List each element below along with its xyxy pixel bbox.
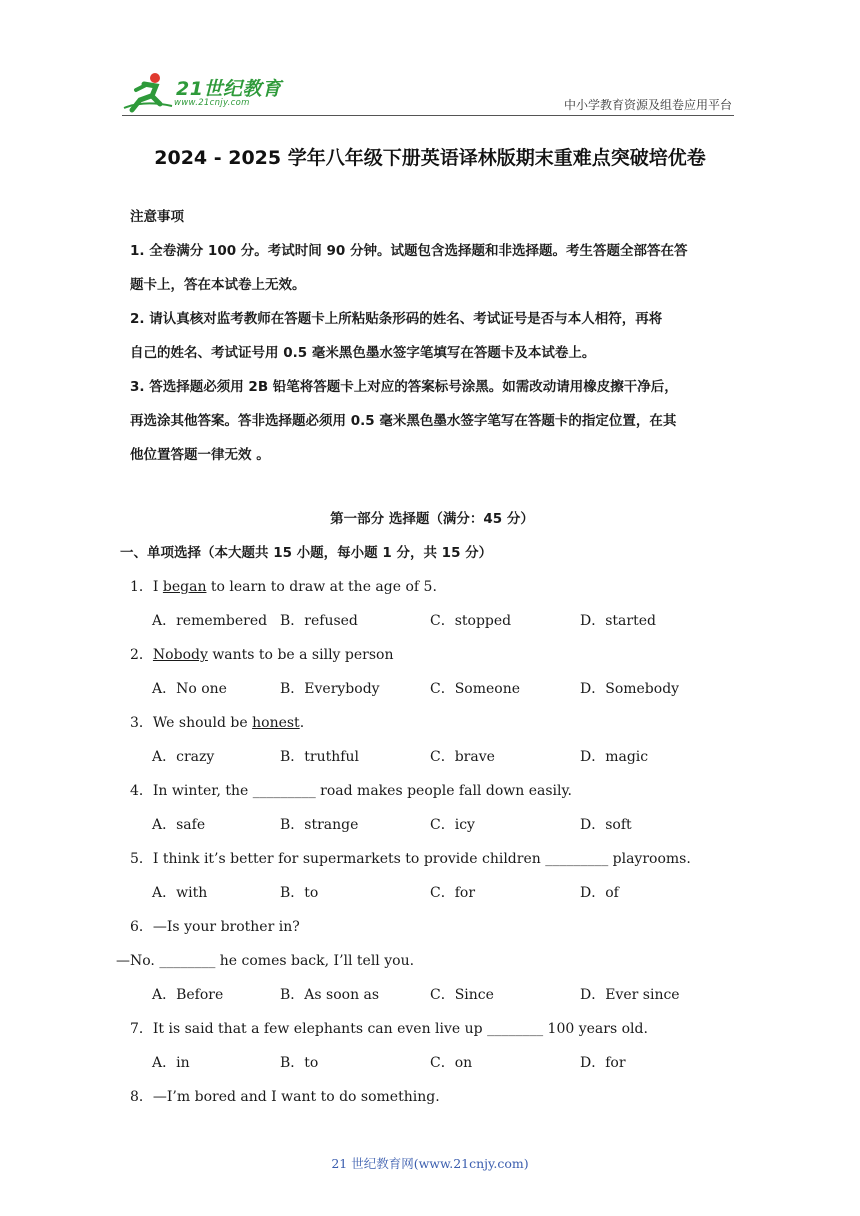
question-7: 7．It is said that a few elephants can even live up ________ 100 years old. — [130, 1021, 648, 1037]
question-3: 3．We should be honest. — [130, 715, 305, 731]
page-footer: 21 世纪教育网(www.21cnjy.com) — [331, 1156, 529, 1171]
page-header — [122, 70, 734, 114]
notes-heading: 注意事项 — [130, 209, 184, 225]
logo-url: www.21cnjy.com — [174, 98, 250, 108]
question-1: 1．I began to learn to draw at the age of 5. — [130, 579, 437, 595]
note-3-line-2: 再选涂其他答案。答非选择题必须用 0.5 毫米黑色墨水签字笔写在答题卡的指定位置，在其 — [130, 413, 677, 429]
question-4: 4．In winter, the _________ road makes people fall down easily. — [130, 783, 572, 799]
q7-option-a: A．in — [152, 1055, 190, 1071]
q5-option-a: A．with — [152, 885, 208, 901]
q2-option-d: D．Somebody — [580, 681, 680, 697]
q5-option-b: B．to — [280, 885, 319, 901]
q7-option-c: C．on — [430, 1055, 473, 1071]
note-2-line-2: 自己的姓名、考试证号用 0.5 毫米黑色墨水签字笔填写在答题卡及本试卷上。 — [130, 345, 596, 361]
logo-name: 21世纪教育 — [176, 78, 282, 100]
q7-option-b: B．to — [280, 1055, 319, 1071]
q4-option-a: A．safe — [152, 817, 206, 833]
q5-option-c: C．for — [430, 885, 476, 901]
q2-option-a: A．No one — [152, 681, 227, 697]
platform-label: 中小学教育资源及组卷应用平台 — [563, 98, 732, 112]
page-title: 2024 - 2025 学年八年级下册英语译林版期末重难点突破培优卷 — [154, 147, 706, 169]
q3-option-d: D．magic — [580, 749, 649, 765]
q1-option-d: D．started — [580, 613, 656, 629]
q6-option-c: C．Since — [430, 987, 494, 1003]
q1-option-c: C．stopped — [430, 613, 512, 629]
note-1-line-2: 题卡上，答在本试卷上无效。 — [130, 277, 306, 293]
logo — [122, 70, 292, 114]
header-divider — [122, 115, 734, 116]
q6-option-d: D．Ever since — [580, 987, 680, 1003]
underlined-word: honest — [252, 715, 300, 731]
note-2-line-1: 2. 请认真核对监考教师在答题卡上所粘贴条形码的姓名、考试证号是否与本人相符，再将 — [130, 311, 663, 327]
note-3-line-1: 3. 答选择题必须用 2B 铅笔将答题卡上对应的答案标号涂黑。如需改动请用橡皮擦干净后， — [130, 379, 678, 395]
section-heading: 一、单项选择（本大题共 15 小题，每小题 1 分，共 15 分） — [120, 545, 493, 561]
q2-option-c: C．Someone — [430, 681, 521, 697]
note-1-line-1: 1. 全卷满分 100 分。考试时间 90 分钟。试题包含选择题和非选择题。考生答题全部答在答 — [130, 243, 688, 259]
note-3-line-3: 他位置答题一律无效 。 — [130, 447, 270, 463]
underlined-word: Nobody — [152, 647, 208, 663]
question-8: 8．—I’m bored and I want to do something. — [130, 1089, 440, 1105]
q4-option-b: B．strange — [280, 817, 359, 833]
q1-option-a: A．remembered — [152, 613, 268, 629]
question-6-reply: —No. ________ he comes back, I’ll tell you. — [116, 953, 415, 969]
q4-option-c: C．icy — [430, 817, 475, 833]
q3-option-b: B．truthful — [280, 749, 359, 765]
question-6: 6．—Is your brother in? — [130, 919, 300, 935]
q3-option-a: A．crazy — [152, 749, 215, 765]
q1-option-b: B．refused — [280, 613, 358, 629]
q3-option-c: C．brave — [430, 749, 495, 765]
q7-option-d: D．for — [580, 1055, 626, 1071]
q5-option-d: D．of — [580, 885, 619, 901]
q4-option-d: D．soft — [580, 817, 632, 833]
question-5: 5．I think it’s better for supermarkets to provide children _________ playrooms. — [130, 851, 691, 867]
q6-option-a: A．Before — [152, 987, 224, 1003]
question-2: 2．Nobody wants to be a silly person — [130, 647, 394, 663]
q6-option-b: B．As soon as — [280, 987, 380, 1003]
q2-option-b: B．Everybody — [280, 681, 380, 697]
underlined-word: began — [162, 579, 207, 595]
runner-logo-icon — [122, 70, 174, 114]
part-heading: 第一部分 选择题（满分：45 分） — [330, 511, 534, 527]
